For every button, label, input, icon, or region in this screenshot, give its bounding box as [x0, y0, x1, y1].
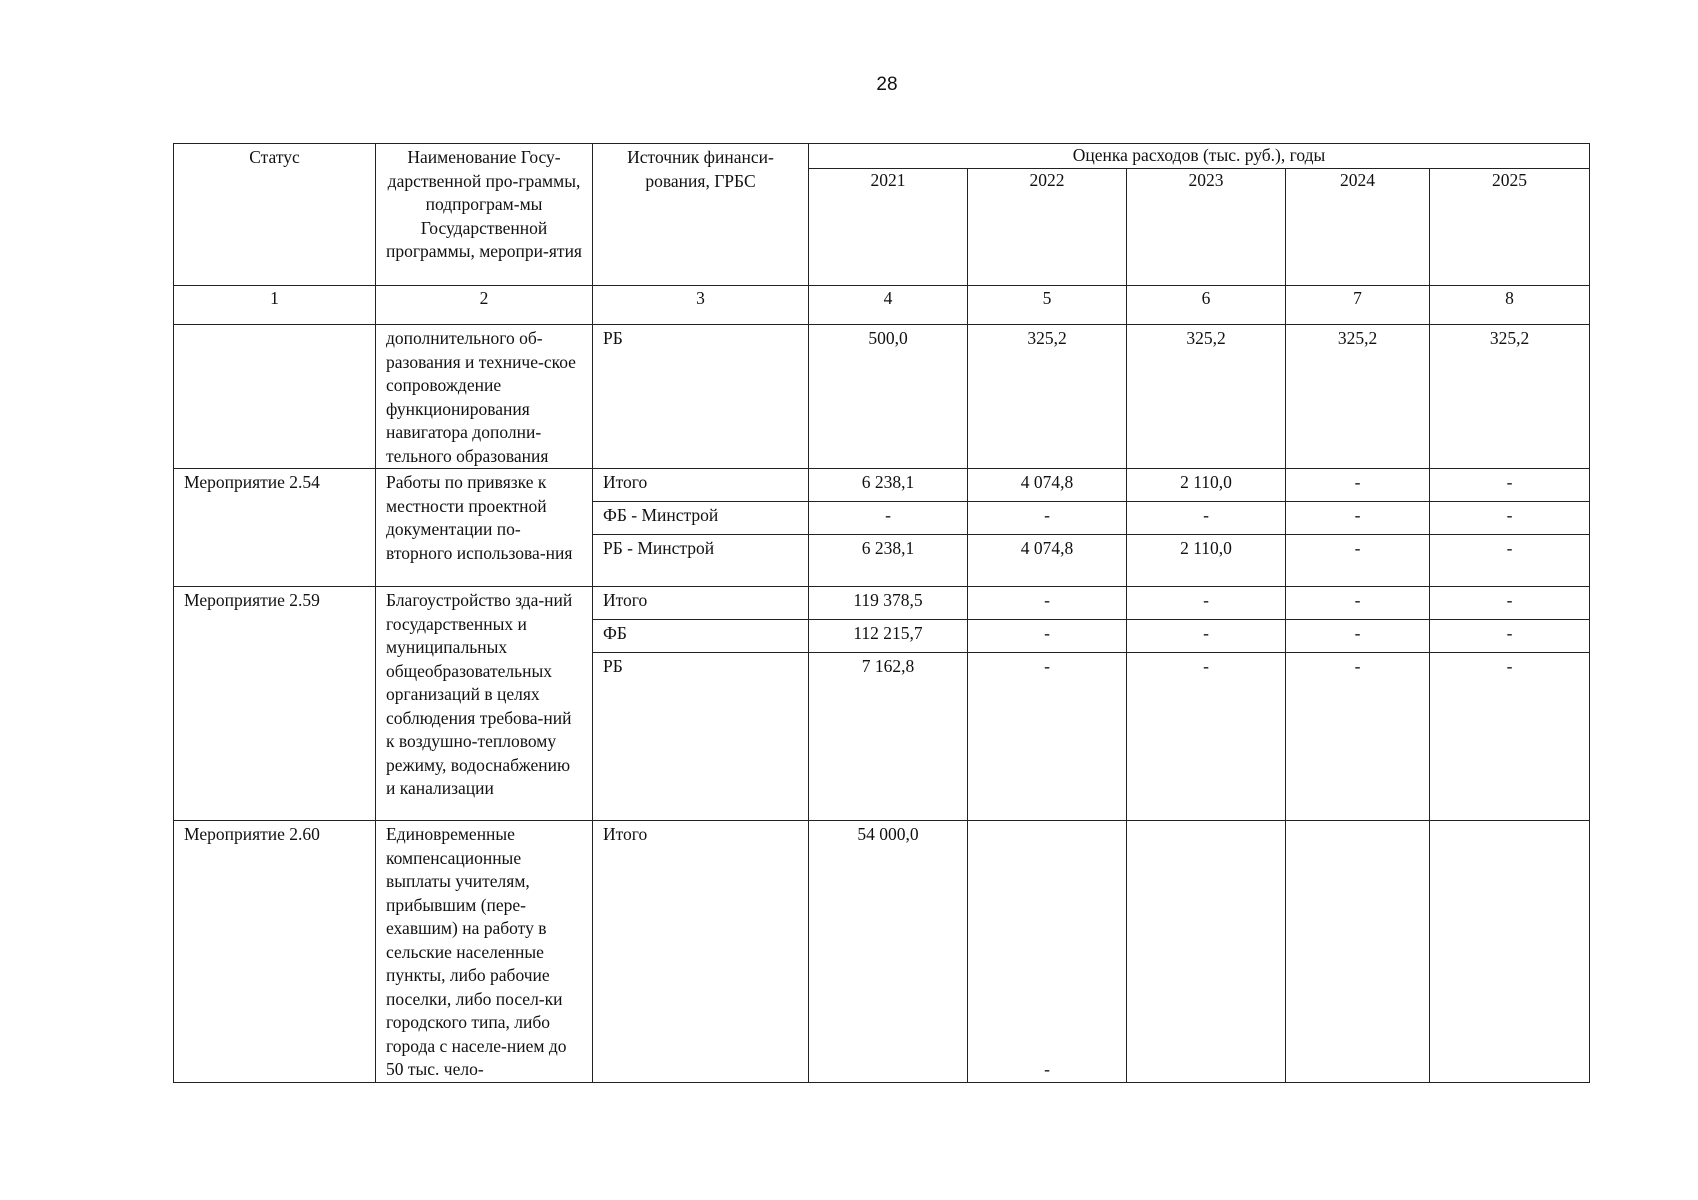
- value-cell: -: [1286, 620, 1430, 653]
- value-cell: -: [968, 653, 1127, 821]
- value-cell: -: [1286, 653, 1430, 821]
- value-cell: -: [1430, 469, 1590, 502]
- value-cell: -: [968, 821, 1127, 1083]
- header-expense-estimate: Оценка расходов (тыс. руб.), годы: [809, 144, 1590, 169]
- column-number: 3: [593, 286, 809, 325]
- value-cell: -: [968, 502, 1127, 535]
- value-cell: -: [968, 587, 1127, 620]
- value-cell: -: [968, 620, 1127, 653]
- column-number: 6: [1127, 286, 1286, 325]
- column-number: 4: [809, 286, 968, 325]
- value-cell: -: [1286, 469, 1430, 502]
- funding-source-cell: РБ: [593, 653, 809, 821]
- header-year: 2021: [809, 169, 968, 286]
- status-cell: Мероприятие 2.60: [174, 821, 376, 1083]
- value-cell: -: [1127, 620, 1286, 653]
- program-name-cell: дополнительного об-разования и техниче-ское сопровождение функционирования навигатора дополни-тельного образования: [376, 325, 593, 469]
- table-row: [174, 469, 1590, 502]
- budget-table: [173, 143, 1590, 1083]
- value-cell: -: [1430, 502, 1590, 535]
- funding-source-cell: Итого: [593, 469, 809, 502]
- header-year: 2023: [1127, 169, 1286, 286]
- table-row: [174, 821, 1590, 1083]
- header-funding-source: Источник финанси-рования, ГРБС: [593, 144, 809, 286]
- value-cell: -: [1430, 535, 1590, 587]
- status-cell: [174, 325, 376, 469]
- funding-source-cell: Итого: [593, 821, 809, 1083]
- header-row-1: [174, 144, 1590, 169]
- value-cell: -: [1127, 653, 1286, 821]
- value-cell: -: [1286, 535, 1430, 587]
- value-cell: -: [1286, 502, 1430, 535]
- column-number: 1: [174, 286, 376, 325]
- value-cell: -: [1430, 653, 1590, 821]
- value-cell: 325,2: [1430, 325, 1590, 469]
- funding-source-cell: ФБ - Минстрой: [593, 502, 809, 535]
- value-cell: 119 378,5: [809, 587, 968, 620]
- header-status: Статус: [174, 144, 376, 286]
- column-number: 8: [1430, 286, 1590, 325]
- value-cell: 500,0: [809, 325, 968, 469]
- value-cell: -: [809, 502, 968, 535]
- value-cell: 54 000,0: [809, 821, 968, 1083]
- funding-source-cell: РБ - Минстрой: [593, 535, 809, 587]
- program-name-cell: Единовременные компенсационные выплаты учителям, прибывшим (пере-ехавшим) на работу в сельские населенные пункты, либо рабочие поселки, либо посел-ки городского типа, либо города с населе-нием до 50 тыс. чело-: [376, 821, 593, 1083]
- table-row: [174, 587, 1590, 620]
- value-cell: -: [1127, 587, 1286, 620]
- value-cell: 4 074,8: [968, 535, 1127, 587]
- value-cell: 6 238,1: [809, 469, 968, 502]
- value-cell: 4 074,8: [968, 469, 1127, 502]
- value-cell: 2 110,0: [1127, 469, 1286, 502]
- value-cell: [1127, 821, 1286, 1083]
- program-name-cell: Работы по привязке к местности проектной документации по-вторного использова-ния: [376, 469, 593, 587]
- program-name-cell: Благоустройство зда-ний государственных и муниципальных общеобразовательных организаций в целях соблюдения требова-ний к воздушно-тепловому режиму, водоснабжению и канализации: [376, 587, 593, 821]
- value-cell: [1286, 821, 1430, 1083]
- value-cell: 325,2: [1286, 325, 1430, 469]
- value-cell: 7 162,8: [809, 653, 968, 821]
- column-number: 5: [968, 286, 1127, 325]
- status-cell: Мероприятие 2.54: [174, 469, 376, 587]
- funding-source-cell: ФБ: [593, 620, 809, 653]
- header-year: 2024: [1286, 169, 1430, 286]
- funding-source-cell: Итого: [593, 587, 809, 620]
- value-cell: -: [1430, 587, 1590, 620]
- table-row: [174, 325, 1590, 469]
- value-cell: 325,2: [968, 325, 1127, 469]
- funding-source-cell: РБ: [593, 325, 809, 469]
- header-year: 2022: [968, 169, 1127, 286]
- column-number-row: [174, 286, 1590, 325]
- status-cell: Мероприятие 2.59: [174, 587, 376, 821]
- value-cell: -: [1286, 587, 1430, 620]
- value-cell: -: [1127, 502, 1286, 535]
- column-number: 2: [376, 286, 593, 325]
- header-year: 2025: [1430, 169, 1590, 286]
- page-number: 28: [876, 74, 898, 95]
- value-cell: -: [1430, 620, 1590, 653]
- value-cell: 2 110,0: [1127, 535, 1286, 587]
- value-cell: 325,2: [1127, 325, 1286, 469]
- column-number: 7: [1286, 286, 1430, 325]
- header-program-name: Наименование Госу-дарственной про-граммы, подпрограм-мы Государственной программы, меропри-ятия: [376, 144, 593, 286]
- value-cell: 112 215,7: [809, 620, 968, 653]
- value-cell: [1430, 821, 1590, 1083]
- value-cell: 6 238,1: [809, 535, 968, 587]
